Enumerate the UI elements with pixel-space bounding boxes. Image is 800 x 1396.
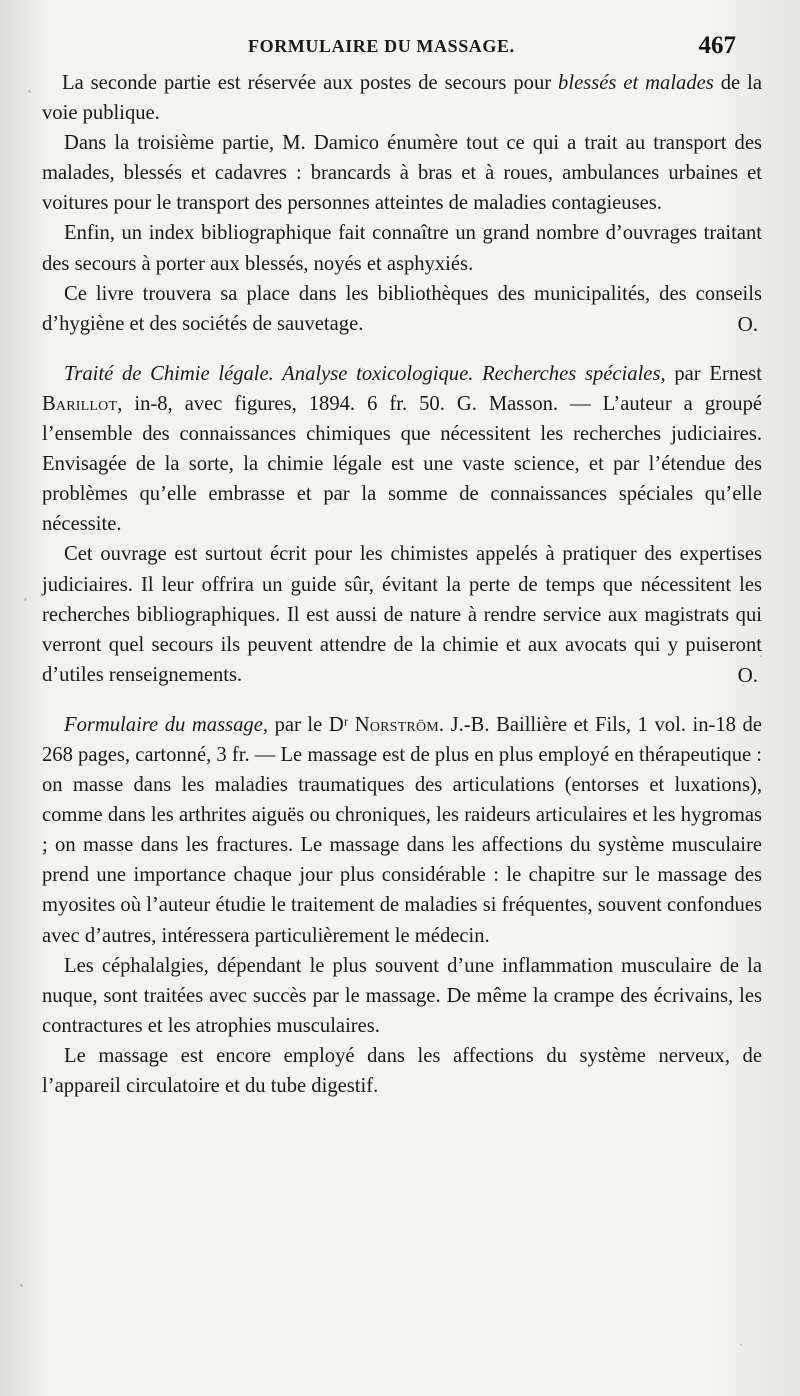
- paper-speck: [24, 598, 27, 601]
- author-name: Norström: [354, 713, 439, 736]
- review-chimie-legale: [42, 359, 762, 690]
- paper-speck: [760, 655, 762, 657]
- paragraph: Dans la troisième partie, M. Damico énumère tout ce qui a trait au transport des malades, blessés et cadavres : brancards à bras et à roues, ambulances urbaines et voitures pour le transport des personnes atteintes de maladies contagieuses.: [42, 132, 762, 215]
- paragraph: Le massage est encore employé dans les affections du système nerveux, de l’appareil circulatoire et du tube digestif.: [42, 1044, 762, 1097]
- paragraph: Les céphalalgies, dépendant le plus souvent d’une inflammation musculaire de la nuque, sont traitées avec succès par le massage. De même la crampe des écrivains, les contractures et les atrophies musculaires.: [42, 954, 762, 1037]
- author-name: Barillot: [42, 392, 118, 415]
- running-title: FORMULAIRE DU MASSAGE.: [248, 36, 515, 56]
- paper-speck: [740, 1344, 742, 1346]
- paper-speck: [28, 90, 31, 93]
- paragraph: Formulaire du massage, par le Dʳ Norström. J.-B. Baillière et Fils, 1 vol. in-18 de 268 pages, cartonné, 3 fr. — Le massage est de plus en plus employé en thérapeutique : on masse dans les maladies traumatiques des articulations (entorses et luxations), comme dans les arthrites aiguës ou chroniques, les raideurs articulaires et les hygromas ; on masse dans les fractures. Le massage dans les affections du système musculaire prend une importance chaque jour plus considérable : le chapitre sur le massage des myosites où l’auteur étudie le traitement de maladies si fréquentes, souvent confondues avec d’autres, intéressera particulièrement le médecin.: [42, 713, 762, 947]
- paragraph: Traité de Chimie légale. Analyse toxicologique. Recherches spéciales, par Ernest Barillot, in-8, avec figures, 1894. 6 fr. 50. G. Masson. — L’auteur a groupé l’ensemble des connaissances chimiques que nécessitent les recherches judiciaires. Envisagée de la sorte, la chimie légale est une vaste science, et par l’étendue des problèmes qu’elle embrasse et par la somme de connaissances spéciales qu’elle nécessite.: [42, 362, 762, 536]
- emphasis: blessés et malades: [558, 72, 714, 94]
- review-signature: O.: [737, 311, 758, 336]
- review-damico: [42, 68, 762, 339]
- paragraph: Cet ouvrage est surtout écrit pour les chimistes appelés à pratiquer des expertises judiciaires. Il leur offrira un guide sûr, évitant la perte de temps que nécessitent les recherches bibliographiques. Il est aussi de nature à rendre service aux magistrats qui verront quel secours ils peuvent attendre de la chimie et aux avocats qui y puiseront d’utiles renseignements. O.: [42, 539, 762, 689]
- paragraph: Enfin, un index bibliographique fait connaître un grand nombre d’ouvrages traitant des secours à porter aux blessés, noyés et asphyxiés.: [42, 222, 762, 275]
- review-formulaire-massage: [42, 710, 762, 1101]
- review-signature: O.: [737, 662, 758, 687]
- book-title: Traité de Chimie légale. Analyse toxicologique. Recherches spéciales,: [64, 362, 666, 385]
- body-text: [42, 68, 762, 1101]
- paragraph: La seconde partie est réservée aux postes de secours pour blessés et malades de la voie publique.: [42, 72, 762, 125]
- running-head: [0, 34, 800, 66]
- page-number: 467: [698, 32, 736, 59]
- paragraph: Ce livre trouvera sa place dans les bibliothèques des municipalités, des conseils d’hygiène et des sociétés de sauvetage. O.: [42, 279, 762, 339]
- book-title: Formulaire du massage,: [64, 713, 268, 736]
- paper-speck: [20, 1284, 23, 1287]
